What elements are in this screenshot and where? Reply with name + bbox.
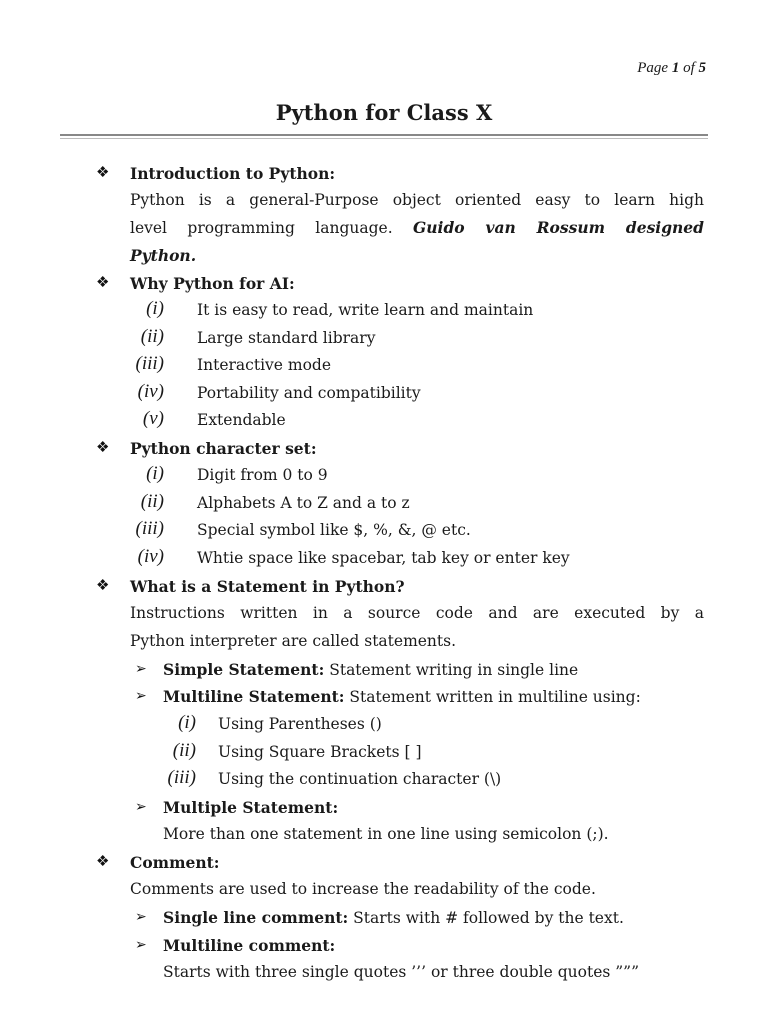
list-number: (iv): [137, 381, 164, 402]
list-item: Using Parentheses (): [218, 715, 382, 733]
bullet-diamond-icon: ❖: [96, 576, 110, 594]
comment-line-1: Comments are used to increase the readability of the code.: [130, 880, 596, 898]
multiple-statement-text: More than one statement in one line using semicolon (;).: [163, 825, 609, 843]
list-item: Digit from 0 to 9: [197, 466, 328, 484]
list-item: Alphabets A to Z and a to z: [197, 494, 410, 512]
intro-line-2: level programming language. Guido van Rossum designed: [130, 218, 704, 237]
single-line-comment: Single line comment: Starts with # followed by the text.: [163, 908, 624, 927]
list-number: (iv): [137, 546, 164, 567]
statement-line-2: Python interpreter are called statements.: [130, 632, 457, 650]
bullet-diamond-icon: ❖: [96, 273, 110, 291]
statement-line-1: Instructions written in a source code and are executed by a: [130, 604, 704, 622]
page-number: Page 1 of 5: [637, 60, 706, 76]
list-number: (iii): [167, 767, 196, 788]
list-item: Using the continuation character (\): [218, 770, 502, 788]
multiline-comment-label: Multiline comment:: [163, 936, 336, 955]
list-number: (i): [146, 463, 164, 484]
section-heading-intro: Introduction to Python:: [130, 164, 336, 183]
list-item: Large standard library: [197, 329, 376, 347]
bullet-diamond-icon: ❖: [96, 438, 110, 456]
list-item: Special symbol like $, %, &, @ etc.: [197, 521, 471, 539]
list-item: Using Square Brackets [ ]: [218, 743, 422, 761]
list-number: (i): [178, 712, 196, 733]
list-item: Interactive mode: [197, 356, 332, 374]
list-number: (v): [142, 408, 164, 429]
bullet-diamond-icon: ❖: [96, 852, 110, 870]
simple-statement: Simple Statement: Statement writing in single line: [163, 660, 579, 679]
arrow-bullet-icon: ➢: [135, 799, 147, 815]
list-number: (iii): [135, 353, 164, 374]
list-number: (iii): [135, 518, 164, 539]
intro-line-3: Python.: [130, 246, 197, 265]
multiline-statement: Multiline Statement: Statement written in multiline using:: [163, 687, 641, 706]
list-number: (i): [146, 298, 164, 319]
list-item: It is easy to read, write learn and maintain: [197, 301, 534, 319]
section-heading-charset: Python character set:: [130, 439, 317, 458]
arrow-bullet-icon: ➢: [135, 688, 147, 704]
page-title: Python for Class X: [275, 100, 493, 125]
intro-line-1: Python is a general-Purpose object oriented easy to learn high: [130, 191, 704, 209]
list-item: Whtie space like spacebar, tab key or enter key: [197, 549, 570, 567]
title-divider: [60, 134, 708, 139]
list-item: Portability and compatibility: [197, 384, 421, 402]
list-number: (ii): [140, 491, 164, 512]
multiple-statement-label: Multiple Statement:: [163, 798, 339, 817]
arrow-bullet-icon: ➢: [135, 661, 147, 677]
section-heading-why: Why Python for AI:: [130, 274, 295, 293]
bullet-diamond-icon: ❖: [96, 163, 110, 181]
list-number: (ii): [172, 740, 196, 761]
arrow-bullet-icon: ➢: [135, 909, 147, 925]
list-item: Extendable: [197, 411, 286, 429]
arrow-bullet-icon: ➢: [135, 937, 147, 953]
section-heading-statement: What is a Statement in Python?: [130, 577, 405, 596]
section-heading-comment: Comment:: [130, 853, 220, 872]
list-number: (ii): [140, 326, 164, 347]
multiline-comment-text: Starts with three single quotes ’’’ or three double quotes ”””: [163, 963, 640, 981]
